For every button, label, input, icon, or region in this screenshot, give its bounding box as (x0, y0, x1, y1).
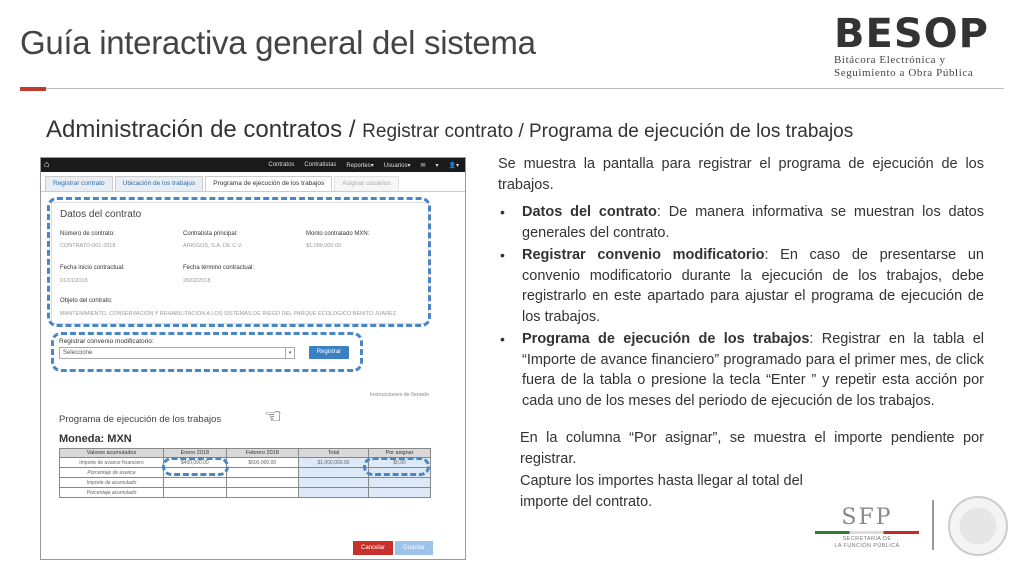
numero-label: Número de contrato: (60, 231, 115, 237)
explanation-text (498, 154, 984, 413)
home-icon[interactable]: ⌂ (44, 159, 50, 169)
row-label: Porcentaje acumulado (60, 488, 164, 498)
importe-enero-input[interactable]: $400,000.00 (164, 458, 227, 468)
sfp-mark: SFP (841, 505, 893, 530)
tab-bar (41, 172, 465, 192)
section-title-main: Administración de contratos / (46, 116, 363, 143)
table-cell (164, 478, 227, 488)
inicio-label: Fecha inicio contractual: (60, 265, 125, 271)
sfp-flag-bar (815, 531, 919, 534)
sfp-logo (812, 506, 922, 550)
tab-ubicacion[interactable]: Ubicación de los trabajos (115, 176, 204, 191)
app-screenshot (40, 157, 466, 560)
cancelar-button[interactable]: Cancelar (353, 541, 393, 555)
bullet-list (498, 202, 984, 411)
guardar-button[interactable]: Guardar (395, 541, 433, 555)
national-seal-icon (948, 496, 1008, 556)
table-cell (369, 488, 431, 498)
por-asignar-note: En la columna “Por asignar”, se muestra el importe pendiente por registrar. (520, 430, 984, 467)
col-febrero: Febrero 2018 (226, 449, 298, 458)
tab-programa-ejecucion[interactable]: Programa de ejecución de los trabajos (205, 176, 332, 191)
importe-por-asignar: $0.00 (369, 458, 431, 468)
moneda-label: Moneda: MXN (59, 433, 132, 445)
instrucciones-link[interactable]: Instrucciones de llenado (369, 392, 429, 398)
section-title-tail: Registrar contrato / Programa de ejecución de los trabajos (362, 121, 854, 142)
col-por-asignar: Por asignar (369, 449, 431, 458)
convenio-label: Registrar convenio modificatorio: (59, 338, 154, 345)
termino-value: 28/02/2018 (183, 278, 211, 284)
table-cell (226, 488, 298, 498)
title-divider (20, 88, 1004, 89)
logo-divider (932, 500, 934, 550)
table-cell (298, 488, 368, 498)
table-cell (369, 478, 431, 488)
programa-title: Programa de ejecución de los trabajos (59, 414, 222, 425)
row-label: Porcentaje de avance (60, 468, 164, 478)
title-accent-bar (20, 87, 46, 91)
contratista-value: ARKIGOS, S.A. DE C.V. (183, 243, 243, 249)
row-label: Importe de avance financiero (60, 458, 164, 468)
nav-contratistas[interactable]: Contratistas (304, 162, 337, 168)
nav-usuarios[interactable]: Usuarios▾ (383, 162, 411, 169)
objeto-label: Objeto del contrato: (60, 298, 113, 304)
registrar-button[interactable]: Registrar (309, 346, 349, 359)
highlight-enero-cell (162, 457, 229, 476)
bullet-convenio (498, 245, 984, 327)
section-title (46, 116, 853, 144)
bullet-title: Registrar convenio modificatorio (522, 247, 765, 263)
panel-title: Datos del contrato (60, 209, 142, 220)
highlight-datos-contrato (47, 197, 431, 327)
slide-title: Guía interactiva general del sistema (20, 24, 536, 61)
highlight-por-asignar-cell (363, 457, 430, 476)
bullet-programa (498, 329, 984, 411)
bullet-text: : De manera informativa se muestran los datos generales del contrato. (522, 204, 984, 241)
col-total: Total (298, 449, 368, 458)
mail-icon[interactable]: ✉ (420, 162, 426, 169)
chevron-down-icon: ▾ (285, 348, 294, 358)
brand-name: BESOP (834, 11, 989, 57)
bullet-title: Datos del contrato (522, 204, 657, 220)
inicio-value: 01/01/2018 (60, 278, 88, 284)
table-cell (298, 478, 368, 488)
user-icon[interactable]: 👤▾ (448, 162, 459, 169)
table-row (60, 478, 431, 488)
highlight-convenio (51, 332, 363, 372)
settings-dropdown-icon[interactable]: ▾ (435, 162, 439, 169)
tab-registrar-contrato[interactable]: Registrar contrato (45, 176, 113, 191)
contratista-label: Contratista principal: (183, 231, 238, 237)
row-label: Importe de acumulado (60, 478, 164, 488)
brand-subtitle-2: Seguimiento a Obra Pública (834, 67, 974, 79)
monto-label: Monto contratado MXN: (306, 231, 370, 237)
bullet-title: Programa de ejecución de los trabajos (522, 331, 810, 347)
table-row (60, 488, 431, 498)
importe-febrero-input[interactable]: $600,000.00 (226, 458, 298, 468)
convenio-select-value: Seleccione (63, 350, 93, 356)
table-cell (298, 468, 368, 478)
importe-total: $1,000,000.00 (298, 458, 368, 468)
intro-paragraph: Se muestra la pantalla para registrar el programa de ejecución de los trabajos. (498, 156, 984, 193)
besop-logo (834, 11, 1004, 80)
sfp-subtitle-2: LA FUNCIÓN PÚBLICA (834, 543, 900, 549)
sfp-subtitle-1: SECRETARÍA DE (842, 536, 892, 542)
app-navbar (41, 158, 465, 172)
hand-cursor-icon: ☜ (264, 406, 282, 428)
numero-value: CONTRATO-001-2018 (60, 243, 116, 249)
col-enero: Enero 2018 (164, 449, 227, 458)
capture-note: Capture los importes hasta llegar al total del importe del contrato. (520, 473, 803, 510)
bullet-datos-contrato (498, 202, 984, 243)
nav-menu (268, 158, 459, 172)
table-cell (226, 468, 298, 478)
nav-reportes[interactable]: Reportes▾ (346, 162, 374, 169)
bullet-text: : En caso de presentarse un convenio modificatorio durante la ejecución de los trabajos, debe registrarlo en este apartado para ajustar el programa de ejecución de los trabajos. (522, 247, 984, 325)
tab-asignar-usuarios[interactable]: Asignar usuarios (334, 176, 398, 191)
col-valores: Valores acumulados (60, 449, 164, 458)
bullet-text: : Registrar en la tabla el “Importe de avance financiero” programado para el primer mes, de click fuera de la tabla o presione la tecla “Enter ” y repetir esta acción por cada uno de los meses del periodo de ejecución de los trabajos. (522, 331, 984, 409)
nav-contratos[interactable]: Contratos (268, 162, 295, 168)
monto-value: $1,000,000.00 (306, 243, 342, 249)
table-cell (164, 488, 227, 498)
termino-label: Fecha término contractual: (183, 265, 255, 271)
table-cell (226, 478, 298, 488)
brand-subtitle-1: Bitácora Electrónica y (834, 54, 946, 66)
objeto-value: MANTENIMIENTO, CONSERVACIÓN Y REHABILITACIÓN A LOS SISTEMAS DE RIEGO DEL PARQUE ECOLÓGICO BENITO JUÁREZ. (60, 311, 398, 317)
